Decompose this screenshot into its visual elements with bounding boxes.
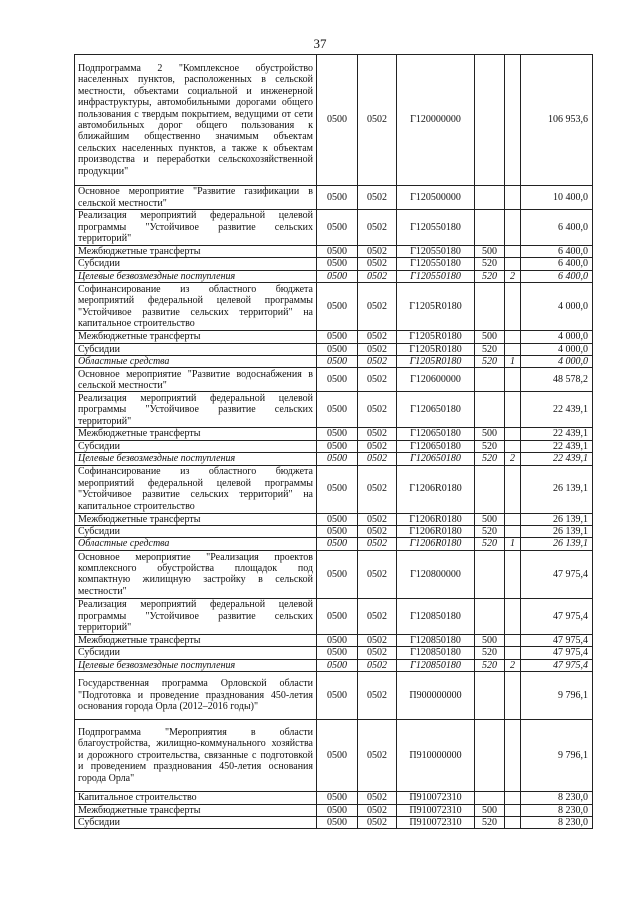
amount: 26 139,1 (521, 538, 593, 550)
expense-type-code: 520 (475, 526, 505, 538)
target-article-code: Г1205R0180 (397, 331, 475, 343)
target-article-code: Г120650180 (397, 428, 475, 440)
amount: 47 975,4 (521, 647, 593, 659)
amount: 4 000,0 (521, 331, 593, 343)
expense-type-code (475, 368, 505, 392)
table-row (75, 453, 593, 465)
target-article-code: Г120850180 (397, 634, 475, 646)
expense-type-code: 520 (475, 453, 505, 465)
section-code: 0500 (317, 634, 358, 646)
section-code: 0500 (317, 356, 358, 368)
table-row (75, 672, 593, 720)
row-name: Межбюджетные трансферты (75, 513, 317, 525)
row-name: Целевые безвозмездные поступления (75, 453, 317, 465)
amount: 22 439,1 (521, 453, 593, 465)
funding-source-code (505, 672, 521, 720)
table-row (75, 331, 593, 343)
table-row (75, 356, 593, 368)
target-article-code: П900000000 (397, 672, 475, 720)
target-article-code: П910072310 (397, 792, 475, 804)
table-row (75, 598, 593, 634)
table-row (75, 368, 593, 392)
target-article-code: Г1205R0180 (397, 343, 475, 355)
row-name: Софинансирование из областного бюджета мероприятий федеральной целевой программы "Устойчивое развитие сельских территорий" на капитальное строительство (75, 465, 317, 513)
amount: 10 400,0 (521, 186, 593, 210)
target-article-code: П910000000 (397, 720, 475, 792)
table-row (75, 258, 593, 270)
table-row (75, 538, 593, 550)
expense-type-code: 520 (475, 343, 505, 355)
row-name: Основное мероприятие "Развитие водоснабжения в сельской местности" (75, 368, 317, 392)
amount: 8 230,0 (521, 804, 593, 816)
expense-type-code (475, 392, 505, 428)
amount: 26 139,1 (521, 465, 593, 513)
amount: 6 400,0 (521, 246, 593, 258)
section-code: 0500 (317, 343, 358, 355)
target-article-code: Г120650180 (397, 392, 475, 428)
amount: 4 000,0 (521, 356, 593, 368)
expense-type-code (475, 792, 505, 804)
table-row (75, 720, 593, 792)
amount: 47 975,4 (521, 634, 593, 646)
funding-source-code (505, 283, 521, 331)
amount: 4 000,0 (521, 343, 593, 355)
amount: 6 400,0 (521, 270, 593, 282)
table-row (75, 647, 593, 659)
expense-type-code: 500 (475, 513, 505, 525)
funding-source-code (505, 343, 521, 355)
funding-source-code (505, 465, 521, 513)
row-name: Софинансирование из областного бюджета мероприятий федеральной целевой программы "Устойчивое развитие сельских территорий" на капитальное строительство (75, 283, 317, 331)
amount: 26 139,1 (521, 513, 593, 525)
funding-source-code: 2 (505, 659, 521, 671)
funding-source-code (505, 368, 521, 392)
table-row (75, 465, 593, 513)
target-article-code: Г1206R0180 (397, 513, 475, 525)
section-code: 0500 (317, 550, 358, 598)
section-code: 0500 (317, 392, 358, 428)
target-article-code: П910072310 (397, 804, 475, 816)
funding-source-code: 2 (505, 453, 521, 465)
section-code: 0500 (317, 270, 358, 282)
target-article-code: Г120650180 (397, 453, 475, 465)
subsection-code: 0502 (358, 246, 397, 258)
target-article-code: Г120000000 (397, 55, 475, 186)
amount: 6 400,0 (521, 210, 593, 246)
expense-type-code: 500 (475, 804, 505, 816)
target-article-code: Г1206R0180 (397, 526, 475, 538)
row-name: Капитальное строительство (75, 792, 317, 804)
funding-source-code (505, 792, 521, 804)
amount: 9 796,1 (521, 720, 593, 792)
subsection-code: 0502 (358, 356, 397, 368)
section-code: 0500 (317, 453, 358, 465)
row-name: Реализация мероприятий федеральной целевой программы "Устойчивое развитие сельских территорий" (75, 210, 317, 246)
subsection-code: 0502 (358, 392, 397, 428)
expense-type-code (475, 186, 505, 210)
amount: 6 400,0 (521, 258, 593, 270)
expense-type-code (475, 283, 505, 331)
section-code: 0500 (317, 598, 358, 634)
expense-type-code (475, 598, 505, 634)
section-code: 0500 (317, 55, 358, 186)
row-name: Реализация мероприятий федеральной целевой программы "Устойчивое развитие сельских территорий" (75, 392, 317, 428)
target-article-code: Г120850180 (397, 598, 475, 634)
table-row (75, 210, 593, 246)
table-row (75, 283, 593, 331)
row-name: Субсидии (75, 647, 317, 659)
subsection-code: 0502 (358, 550, 397, 598)
expense-type-code: 520 (475, 659, 505, 671)
target-article-code: Г120850180 (397, 647, 475, 659)
table-row (75, 792, 593, 804)
subsection-code: 0502 (358, 331, 397, 343)
row-name: Межбюджетные трансферты (75, 246, 317, 258)
target-article-code: Г120600000 (397, 368, 475, 392)
subsection-code: 0502 (358, 283, 397, 331)
target-article-code: Г120550180 (397, 210, 475, 246)
target-article-code: Г120500000 (397, 186, 475, 210)
funding-source-code (505, 720, 521, 792)
amount: 47 975,4 (521, 598, 593, 634)
expense-type-code (475, 550, 505, 598)
funding-source-code (505, 258, 521, 270)
amount: 22 439,1 (521, 440, 593, 452)
funding-source-code: 1 (505, 356, 521, 368)
subsection-code: 0502 (358, 526, 397, 538)
section-code: 0500 (317, 804, 358, 816)
target-article-code: Г1205R0180 (397, 283, 475, 331)
expense-type-code: 520 (475, 816, 505, 828)
subsection-code: 0502 (358, 210, 397, 246)
amount: 26 139,1 (521, 526, 593, 538)
subsection-code: 0502 (358, 634, 397, 646)
expense-type-code (475, 672, 505, 720)
subsection-code: 0502 (358, 428, 397, 440)
expense-type-code (475, 720, 505, 792)
row-name: Государственная программа Орловской области "Подготовка и проведение празднования 450-летия основания города Орла (2012–2016 годы)" (75, 672, 317, 720)
target-article-code: Г1206R0180 (397, 538, 475, 550)
amount: 47 975,4 (521, 550, 593, 598)
funding-source-code (505, 392, 521, 428)
funding-source-code (505, 440, 521, 452)
table-row (75, 526, 593, 538)
target-article-code: Г1205R0180 (397, 356, 475, 368)
subsection-code: 0502 (358, 598, 397, 634)
table-row (75, 270, 593, 282)
section-code: 0500 (317, 258, 358, 270)
subsection-code: 0502 (358, 55, 397, 186)
expense-type-code: 520 (475, 647, 505, 659)
expense-type-code: 500 (475, 428, 505, 440)
section-code: 0500 (317, 246, 358, 258)
target-article-code: П910072310 (397, 816, 475, 828)
subsection-code: 0502 (358, 465, 397, 513)
expense-type-code: 500 (475, 246, 505, 258)
table-row (75, 804, 593, 816)
target-article-code: Г120550180 (397, 270, 475, 282)
subsection-code: 0502 (358, 258, 397, 270)
table-row (75, 343, 593, 355)
target-article-code: Г120850180 (397, 659, 475, 671)
section-code: 0500 (317, 428, 358, 440)
expense-type-code: 500 (475, 634, 505, 646)
row-name: Основное мероприятие "Развитие газификации в сельской местности" (75, 186, 317, 210)
funding-source-code (505, 634, 521, 646)
subsection-code: 0502 (358, 440, 397, 452)
subsection-code: 0502 (358, 270, 397, 282)
table-row (75, 55, 593, 186)
row-name: Областные средства (75, 356, 317, 368)
subsection-code: 0502 (358, 453, 397, 465)
subsection-code: 0502 (358, 720, 397, 792)
section-code: 0500 (317, 672, 358, 720)
expense-type-code: 520 (475, 538, 505, 550)
row-name: Областные средства (75, 538, 317, 550)
expense-type-code: 520 (475, 258, 505, 270)
funding-source-code (505, 526, 521, 538)
row-name: Подпрограмма 2 "Комплексное обустройство населенных пунктов, расположенных в сельской местности, объектами социальной и инженерной инфраструктуры, автомобильными дорогами общего пользования с твердым покрытием, ведущими от сети автомобильных дорог общего пользования к ближайшим общественно значимым объектам сельских населенных пунктов, а также к объектам производства и переработки сельскохозяйственной продукции" (75, 55, 317, 186)
subsection-code: 0502 (358, 343, 397, 355)
expense-type-code (475, 210, 505, 246)
amount: 4 000,0 (521, 283, 593, 331)
subsection-code: 0502 (358, 816, 397, 828)
table-row (75, 392, 593, 428)
amount: 48 578,2 (521, 368, 593, 392)
subsection-code: 0502 (358, 368, 397, 392)
subsection-code: 0502 (358, 659, 397, 671)
subsection-code: 0502 (358, 672, 397, 720)
funding-source-code (505, 804, 521, 816)
table-row (75, 550, 593, 598)
funding-source-code (505, 186, 521, 210)
row-name: Субсидии (75, 343, 317, 355)
funding-source-code (505, 55, 521, 186)
funding-source-code (505, 331, 521, 343)
row-name: Целевые безвозмездные поступления (75, 659, 317, 671)
funding-source-code (505, 246, 521, 258)
funding-source-code (505, 210, 521, 246)
row-name: Основное мероприятие "Реализация проектов комплексного обустройства площадок под компактную жилищную застройку в сельской местности" (75, 550, 317, 598)
section-code: 0500 (317, 368, 358, 392)
funding-source-code: 2 (505, 270, 521, 282)
subsection-code: 0502 (358, 647, 397, 659)
row-name: Подпрограмма "Мероприятия в области благоустройства, жилищно-коммунального хозяйства и дорожного строительства, связанные с подготовкой и проведением празднования 450-летия основания города Орла" (75, 720, 317, 792)
section-code: 0500 (317, 538, 358, 550)
funding-source-code: 1 (505, 538, 521, 550)
row-name: Межбюджетные трансферты (75, 804, 317, 816)
funding-source-code (505, 513, 521, 525)
section-code: 0500 (317, 659, 358, 671)
table-row (75, 659, 593, 671)
subsection-code: 0502 (358, 792, 397, 804)
funding-source-code (505, 816, 521, 828)
expense-type-code (475, 465, 505, 513)
row-name: Субсидии (75, 258, 317, 270)
section-code: 0500 (317, 816, 358, 828)
amount: 22 439,1 (521, 392, 593, 428)
subsection-code: 0502 (358, 538, 397, 550)
row-name: Целевые безвозмездные поступления (75, 270, 317, 282)
table-row (75, 428, 593, 440)
section-code: 0500 (317, 186, 358, 210)
amount: 8 230,0 (521, 816, 593, 828)
section-code: 0500 (317, 440, 358, 452)
budget-table (74, 54, 593, 829)
section-code: 0500 (317, 513, 358, 525)
funding-source-code (505, 598, 521, 634)
funding-source-code (505, 647, 521, 659)
section-code: 0500 (317, 283, 358, 331)
section-code: 0500 (317, 647, 358, 659)
target-article-code: Г120550180 (397, 246, 475, 258)
row-name: Субсидии (75, 526, 317, 538)
row-name: Субсидии (75, 440, 317, 452)
table-row (75, 634, 593, 646)
funding-source-code (505, 428, 521, 440)
section-code: 0500 (317, 331, 358, 343)
expense-type-code: 520 (475, 440, 505, 452)
section-code: 0500 (317, 526, 358, 538)
funding-source-code (505, 550, 521, 598)
expense-type-code: 500 (475, 331, 505, 343)
expense-type-code: 520 (475, 356, 505, 368)
row-name: Субсидии (75, 816, 317, 828)
subsection-code: 0502 (358, 186, 397, 210)
table-row (75, 513, 593, 525)
section-code: 0500 (317, 720, 358, 792)
row-name: Межбюджетные трансферты (75, 428, 317, 440)
expense-type-code: 520 (475, 270, 505, 282)
amount: 8 230,0 (521, 792, 593, 804)
row-name: Межбюджетные трансферты (75, 331, 317, 343)
target-article-code: Г120800000 (397, 550, 475, 598)
table-row (75, 246, 593, 258)
section-code: 0500 (317, 210, 358, 246)
section-code: 0500 (317, 465, 358, 513)
target-article-code: Г120550180 (397, 258, 475, 270)
expense-type-code (475, 55, 505, 186)
target-article-code: Г1206R0180 (397, 465, 475, 513)
amount: 47 975,4 (521, 659, 593, 671)
subsection-code: 0502 (358, 804, 397, 816)
row-name: Реализация мероприятий федеральной целевой программы "Устойчивое развитие сельских территорий" (75, 598, 317, 634)
target-article-code: Г120650180 (397, 440, 475, 452)
page-number: 37 (313, 36, 327, 51)
amount: 9 796,1 (521, 672, 593, 720)
subsection-code: 0502 (358, 513, 397, 525)
amount: 22 439,1 (521, 428, 593, 440)
table-row (75, 440, 593, 452)
table-row (75, 186, 593, 210)
table-row (75, 816, 593, 828)
section-code: 0500 (317, 792, 358, 804)
amount: 106 953,6 (521, 55, 593, 186)
row-name: Межбюджетные трансферты (75, 634, 317, 646)
